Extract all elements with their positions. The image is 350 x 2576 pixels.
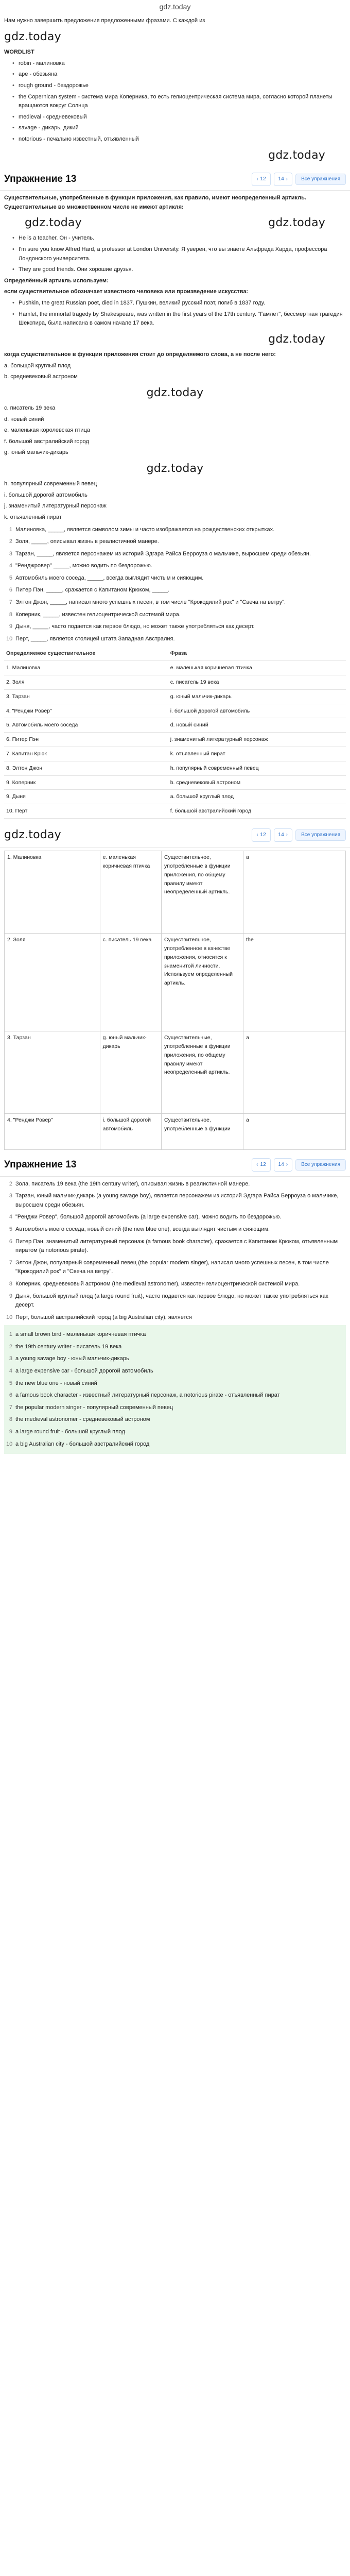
table-row: 10. Перт f. большой австралийский город (4, 804, 346, 819)
final-item: 3 a young savage boy - юный мальчик-дикарь (9, 1355, 129, 1362)
table-row: 9. Дыня a. большой круглый плод (4, 790, 346, 804)
phrase-item: b. средневековый астроном (4, 374, 78, 380)
final-item: 7 the popular modern singer - популярный современный певец (9, 1404, 173, 1411)
exercise-pager (252, 173, 346, 186)
next-exercise-button[interactable]: 14 › (274, 173, 292, 186)
final-item: 4 a large expensive car - большой дорогой автомобиль (9, 1368, 153, 1375)
explanation-table (4, 851, 346, 1150)
wordlist-title: WORDLIST (4, 49, 34, 56)
table-row: 5. Автомобиль моего соседа d. новый синий (4, 718, 346, 733)
theory-paragraph: если существительное обозначает известного человека или произведение искусства: (4, 289, 249, 295)
final-vocab-list (4, 1325, 346, 1454)
sentence-item: 10 Перт, _____, является столицей штата Западная Австралия. (6, 635, 175, 642)
chevron-left-icon: ‹ (256, 832, 258, 838)
table-row: 3. Тарзан g. юный мальчик-дикарь Существительные, употребленные в функции приложения, по общему правилу имеют неопределенный артикль. a (5, 1031, 346, 1114)
wordlist-item: • savage - дикарь, дикий (13, 124, 346, 133)
table-row: 1. Малиновка e. маленькая коричневая птичка (4, 661, 346, 675)
exercise-title: Упражнение 13 (4, 173, 77, 184)
table-header: Фраза (168, 647, 346, 660)
all-exercises-button[interactable]: Все упражнения (295, 174, 346, 185)
wordlist-item: • the Copernican system - система мира Коперника, то есть гелиоцентрическая система мира, согласно которой планеты вращаются вокруг Солнца (13, 93, 346, 111)
chevron-right-icon: › (286, 176, 288, 182)
table-row: 9. Коперник b. средневековый астроном (4, 775, 346, 790)
next-exercise-button[interactable]: 14 › (274, 828, 292, 842)
theory-paragraph: Определённый артикль используем: (4, 277, 109, 284)
watermark-text: gdz.today (146, 462, 204, 475)
sentence-item: 5 Автомобиль моего соседа, _____, всегда выглядит чистым и сияющим. (9, 574, 204, 581)
answer-list (4, 1180, 346, 1323)
chevron-left-icon: ‹ (256, 176, 258, 182)
next-exercise-button[interactable]: 14 › (274, 1158, 292, 1172)
table-row: 6. Питер Пэн j. знаменитый литературный персонаж (4, 733, 346, 747)
sentence-item: 2 Золя, _____, описывал жизнь в реалистичной манере. (9, 538, 159, 545)
table-header: Определяемое существительное (4, 647, 168, 660)
wordlist-item: • rough ground - бездорожье (13, 81, 346, 91)
phrase-item: e. маленькая королевская птица (4, 427, 90, 434)
exercise-header (0, 823, 350, 848)
sentence-item: 6 Питер Пэн, _____, сражается с Капитаном Крюком, _____. (9, 587, 170, 594)
theory-paragraph: Существительные, употребленные в функции приложения, как правило, имеют неопределенный артикль. Существительные во множественном числе не имеют артикля: (4, 195, 306, 210)
exercise-header (0, 1154, 350, 1176)
example-item: • They are good friends. Они хорошие друзья. (13, 265, 346, 275)
wordlist-item: • notorious - печально известный, отъявленный (13, 135, 346, 144)
watermark-text: gdz.today (268, 216, 325, 230)
table-row: 4. "Ренджи Ровер" i. большой дорогой автомобиль (4, 704, 346, 718)
wordlist-item: • robin - малиновка (13, 59, 346, 69)
table-row: 4. "Ренджи Ровер" i. большой дорогой автомобиль Существительное, употребленные в функции a (5, 1114, 346, 1150)
exercise-pager (252, 828, 346, 842)
theory-examples (4, 234, 346, 274)
exercise-pager (252, 1158, 346, 1172)
prev-exercise-button[interactable]: ‹ 12 (252, 1158, 270, 1172)
final-item: 2 the 19th century writer - писатель 19 века (9, 1343, 122, 1350)
exercise-header (0, 168, 350, 191)
table-row: 2. Золя c. писатель 19 века Существительное, употребленное в качестве приложения, относится к знаменитой личности. Используем определенный артикль. the (5, 934, 346, 1031)
watermark-text: gdz.today (268, 332, 325, 346)
sentence-item: 8 Коперник, _____, известен гелиоцентрической системой мира. (9, 611, 181, 618)
answer-item: 10 Перт, большой австралийский город (a big Australian city), является (6, 1314, 192, 1320)
sentence-list (4, 526, 346, 644)
phrase-item: i. большой дорогой автомобиль (4, 492, 87, 498)
answer-item: 2 Зола, писатель 19 века (the 19th century writer), описывал жизнь в реалистичной манере. (9, 1180, 250, 1187)
answer-item: 8 Коперник, средневековый астроном (the medieval astronomer), известен гелиоцентрической системой мира. (9, 1280, 300, 1287)
final-item: 8 the medieval astronomer - средневековый астроном (9, 1416, 150, 1423)
final-item: 9 a large round fruit - большой круглый плод (9, 1429, 125, 1435)
phrase-item: f. большой австралийский город (4, 438, 89, 445)
all-exercises-button[interactable]: Все упражнения (295, 1159, 346, 1171)
answer-item: 3 Тарзан, юный мальчик-дикарь (a young savage boy), является персонажем из историй Эдгара Райса Берроуза о мальчике, выросшем среди обезьян. (9, 1193, 339, 1208)
sentence-item: 3 Тарзан, _____, является персонажем из историй Эдгара Райса Берроуза о мальчике, выросшем среди обезьян. (9, 550, 311, 557)
top-watermark: gdz.today (159, 3, 191, 11)
final-item: 5 the new blue one - новый синий (9, 1380, 97, 1386)
phrase-item: g. юный мальчик-дикарь (4, 449, 68, 456)
table-row: 2. Золя c. писатель 19 века (4, 675, 346, 690)
example-item: • Pushkin, the great Russian poet, died in 1837. Пушкин, великий русский поэт, погиб в 1837 году. (13, 299, 346, 308)
answer-item: 6 Питер Пэн, знаменитый литературный персонаж (a famous book character), сражается с Капитаном Крюком, отъявленным пиратом (a notorious pirate). (9, 1238, 338, 1254)
footer-spacer (0, 1454, 350, 1459)
answer-item: 5 Автомобиль моего соседа, новый синий (the new blue one), всегда выглядит чистым и сияющим. (9, 1226, 270, 1232)
wordlist-item: • medieval - средневековый (13, 113, 346, 122)
watermark-text: gdz.today (4, 30, 61, 43)
table-row: 1. Малиновка e. маленькая коричневая птичка Существительное, употребленные в функции приложения, по общему правилу имеют неопределенный артикль. a (5, 851, 346, 934)
example-item: • Hamlet, the immortal tragedy by Shakespeare, was written in the first years of the 17th century. "Гамлет", бессмертная трагедия Шекспира, была написана в самом начале 17 века. (13, 310, 346, 328)
phrase-item: d. новый синий (4, 416, 44, 422)
final-item: 10 a big Australian city - большой австралийский город (6, 1440, 150, 1447)
theory-paragraph: когда существительное в функции приложения стоит до определяемого слова, а не после него: (4, 351, 276, 358)
sentence-item: 1 Малиновка, _____, является символом зимы и часто изображается на рождественских открытках. (9, 526, 275, 533)
chevron-right-icon: › (286, 1162, 288, 1168)
phrase-item: a. больщой круглый плод (4, 362, 71, 369)
wordlist (4, 59, 346, 144)
phrase-item: k. отъявленный пират (4, 514, 62, 520)
intro-text: Нам нужно завершить предложения предложенными фразами. С каждой из (4, 18, 205, 24)
answer-item: 7 Элтон Джон, популярный современный певец (the popular modern singer), написал много успешных песен, в том числе "Крокодилий рок" и "Свеча на ветру". (9, 1259, 329, 1275)
example-item: • I'm sure you know Alfred Hard, a professor at London University. Я уверен, что вы знаете Альфреда Харда, профессора Лондонского университета. (13, 245, 346, 263)
watermark-text: gdz.today (25, 216, 82, 230)
all-exercises-button[interactable]: Все упражнения (295, 829, 346, 841)
sentence-item: 9 Дыня, _____, часто подается как первое блюдо, но может также употребляться как десерт. (9, 623, 255, 630)
table-row: 3. Тарзан g. юный мальчик-дикарь (4, 689, 346, 704)
prev-exercise-button[interactable]: ‹ 12 (252, 173, 270, 186)
phrase-item: c. писатель 19 века (4, 404, 56, 411)
phrase-item: h. популярный современный певец (4, 481, 97, 487)
chevron-right-icon: › (286, 832, 288, 838)
table-row: 8. Элтон Джон h. популярный современный певец (4, 761, 346, 775)
chevron-left-icon: ‹ (256, 1162, 258, 1168)
prev-exercise-button[interactable]: ‹ 12 (252, 828, 270, 842)
match-table (4, 647, 346, 819)
answer-item: 9 Дыня, большой круглый плод (a large round fruit), часто подается как первое блюдо, но может также употребляться как десерт. (9, 1293, 328, 1309)
answer-item: 4 "Ренджи Ровер", большой дорогой автомобиль (a large expensive car), можно водить по бездорожью. (9, 1214, 282, 1221)
wordlist-item: • ape - обезьяна (13, 70, 346, 79)
example-item: • He is a teacher. Он - учитель. (13, 234, 346, 243)
sentence-item: 4 "Ренджровер" _____, можно водить по бездорожью. (9, 563, 152, 569)
sentence-item: 7 Элтон Джон, _____, написал много успешных песен, в том числе "Крокодилий рок" и "Свеча на ветру". (9, 599, 286, 606)
theory-examples (4, 299, 346, 328)
watermark-text: gdz.today (4, 828, 61, 841)
watermark-text: gdz.today (268, 148, 325, 162)
exercise-title: Упражнение 13 (4, 1159, 77, 1171)
phrase-list (4, 362, 346, 522)
watermark-text: gdz.today (146, 386, 204, 399)
table-row: 7. Капитан Крюк k. отъявленный пират (4, 747, 346, 761)
final-item: 1 a small brown bird - маленькая коричневая птичка (9, 1331, 146, 1338)
final-item: 6 a famous book character - известный литературный персонаж, a notorious pirate - отъявленный пират (9, 1392, 280, 1399)
phrase-item: j. знаменитый литературный персонаж (4, 503, 107, 510)
